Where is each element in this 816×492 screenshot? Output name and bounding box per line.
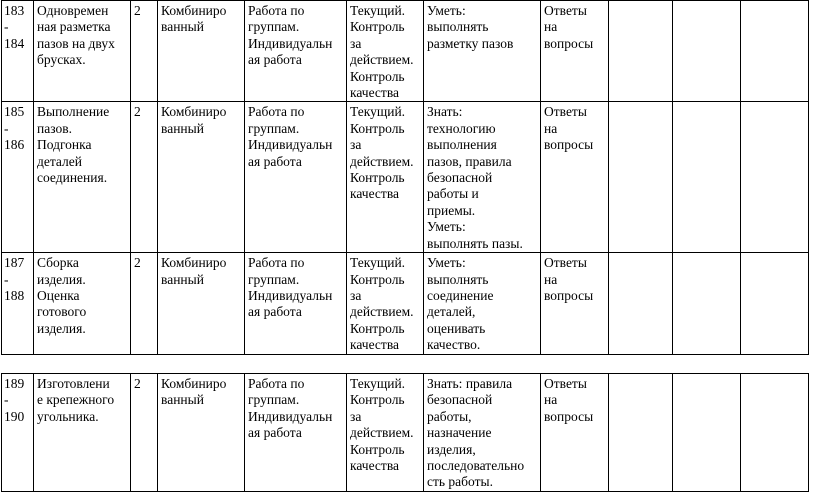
- cell-text-line: Контроль: [350, 170, 405, 186]
- cell-text-line: безопасной: [427, 170, 493, 186]
- table-row: [2, 1, 809, 102]
- cell-text-line: -: [4, 19, 9, 35]
- hours-cell: [131, 253, 158, 354]
- learning-outcomes-cell: [424, 102, 541, 253]
- lesson-plan-table-bottom: [1, 373, 809, 492]
- cell-text-line: пазов, правила: [427, 153, 512, 169]
- cell-text-line: Оценка: [37, 287, 80, 303]
- cell-text-line: Комбиниро: [161, 376, 227, 391]
- empty-cell: [673, 102, 741, 253]
- cell-text-line: разметку пазов: [427, 35, 514, 51]
- cell-text-line: Комбиниро: [161, 255, 227, 271]
- lesson-number-cell: [2, 102, 34, 253]
- empty-cell: [609, 253, 673, 354]
- lesson-type-cell: [158, 102, 245, 253]
- hours-cell: [131, 374, 158, 492]
- cell-text-line: назначение: [427, 425, 492, 441]
- cell-text-line: ая работа: [248, 153, 302, 169]
- cell-text-line: Индивидуальн: [248, 408, 333, 424]
- cell-text-line: выполнять: [427, 271, 489, 287]
- cell-text-line: 2: [134, 376, 141, 391]
- cell-text-line: Ответы: [544, 255, 587, 271]
- cell-text-line: Контроль: [350, 120, 405, 136]
- lesson-plan-table-top: [1, 0, 809, 355]
- cell-text-line: Уметь:: [427, 219, 466, 235]
- cell-text-line: Знать:: [427, 104, 463, 120]
- activity-form-cell: [245, 253, 347, 354]
- cell-text-line: 2: [134, 255, 141, 271]
- cell-text-line: Знать: правила: [427, 376, 513, 391]
- cell-text-line: брусках.: [37, 52, 86, 68]
- cell-text-line: Контроль: [350, 68, 405, 84]
- cell-text-line: группам.: [248, 120, 300, 136]
- cell-text-line: Индивидуальн: [248, 287, 333, 303]
- cell-text-line: действием.: [350, 153, 414, 169]
- cell-text-line: -: [4, 120, 9, 136]
- cell-text-line: на: [544, 271, 558, 287]
- homework-cell: [541, 374, 609, 492]
- cell-text-line: качества: [350, 85, 400, 101]
- learning-outcomes-cell: [424, 374, 541, 492]
- cell-text-line: выполнять: [427, 19, 489, 35]
- lesson-topic-cell: [34, 1, 131, 102]
- cell-text-line: Индивидуальн: [248, 137, 333, 153]
- cell-text-line: оценивать: [427, 320, 486, 336]
- cell-text-line: безопасной: [427, 392, 493, 408]
- homework-cell: [541, 1, 609, 102]
- cell-text-line: Ответы: [544, 104, 587, 120]
- cell-text-line: за: [350, 287, 362, 303]
- homework-cell: [541, 253, 609, 354]
- cell-text-line: Контроль: [350, 271, 405, 287]
- cell-text-line: Подгонка: [37, 137, 92, 153]
- cell-text-line: ая работа: [248, 52, 302, 68]
- cell-text-line: качества: [350, 186, 400, 202]
- cell-text-line: вопросы: [544, 137, 594, 153]
- lesson-number-cell: [2, 1, 34, 102]
- cell-text-line: вопросы: [544, 287, 594, 303]
- cell-text-line: Комбиниро: [161, 3, 227, 18]
- cell-text-line: качества: [350, 337, 400, 353]
- empty-cell: [673, 1, 741, 102]
- hours-cell: [131, 1, 158, 102]
- cell-text-line: -: [4, 271, 9, 287]
- empty-cell: [673, 374, 741, 492]
- cell-text-line: Контроль: [350, 392, 405, 408]
- empty-cell: [609, 1, 673, 102]
- empty-cell: [741, 253, 809, 354]
- cell-text-line: за: [350, 408, 362, 424]
- cell-text-line: 188: [4, 287, 25, 303]
- cell-text-line: выполнять пазы.: [427, 235, 523, 251]
- cell-text-line: Контроль: [350, 441, 405, 457]
- lesson-type-cell: [158, 374, 245, 492]
- lesson-type-cell: [158, 1, 245, 102]
- control-type-cell: [347, 374, 424, 492]
- cell-text-line: 190: [4, 408, 25, 424]
- cell-text-line: Комбиниро: [161, 104, 227, 120]
- cell-text-line: Одновремен: [37, 3, 109, 18]
- cell-text-line: ванный: [161, 392, 204, 408]
- cell-text-line: ая работа: [248, 425, 302, 441]
- cell-text-line: 185: [4, 104, 25, 120]
- cell-text-line: ная разметка: [37, 19, 111, 35]
- cell-text-line: на: [544, 392, 558, 408]
- table-row: [2, 253, 809, 354]
- cell-text-line: 184: [4, 35, 25, 51]
- cell-text-line: 2: [134, 3, 141, 18]
- cell-text-line: качество.: [427, 337, 481, 353]
- cell-text-line: Работа по: [248, 104, 305, 120]
- learning-outcomes-cell: [424, 1, 541, 102]
- cell-text-line: выполнения: [427, 137, 497, 153]
- cell-text-line: действием.: [350, 425, 414, 441]
- cell-text-line: Текущий.: [350, 104, 406, 120]
- cell-text-line: Индивидуальн: [248, 35, 333, 51]
- cell-text-line: Изготовлени: [37, 376, 110, 391]
- empty-cell: [609, 102, 673, 253]
- cell-text-line: 2: [134, 104, 141, 120]
- cell-text-line: действием.: [350, 304, 414, 320]
- cell-text-line: Работа по: [248, 255, 305, 271]
- lesson-topic-cell: [34, 253, 131, 354]
- cell-text-line: -: [4, 392, 9, 408]
- cell-text-line: качества: [350, 458, 400, 474]
- cell-text-line: Сборка: [37, 255, 79, 271]
- lesson-number-cell: [2, 253, 34, 354]
- hours-cell: [131, 102, 158, 253]
- cell-text-line: Текущий.: [350, 376, 406, 391]
- cell-text-line: Текущий.: [350, 3, 406, 18]
- cell-text-line: за: [350, 35, 362, 51]
- cell-text-line: работы,: [427, 408, 472, 424]
- cell-text-line: Работа по: [248, 3, 305, 18]
- cell-text-line: соединения.: [37, 170, 108, 186]
- cell-text-line: Выполнение: [37, 104, 110, 120]
- cell-text-line: изделия,: [427, 441, 476, 457]
- cell-text-line: на: [544, 120, 558, 136]
- cell-text-line: 187: [4, 255, 25, 271]
- cell-text-line: на: [544, 19, 558, 35]
- cell-text-line: ванный: [161, 271, 204, 287]
- cell-text-line: готового: [37, 304, 87, 320]
- cell-text-line: е крепежного: [37, 392, 115, 408]
- empty-cell: [741, 1, 809, 102]
- empty-cell: [741, 374, 809, 492]
- cell-text-line: пазов на двух: [37, 35, 115, 51]
- cell-text-line: действием.: [350, 52, 414, 68]
- activity-form-cell: [245, 374, 347, 492]
- cell-text-line: ванный: [161, 19, 204, 35]
- cell-text-line: 189: [4, 376, 25, 391]
- lesson-topic-cell: [34, 102, 131, 253]
- lesson-topic-cell: [34, 374, 131, 492]
- cell-text-line: Уметь:: [427, 255, 466, 271]
- cell-text-line: изделия.: [37, 320, 86, 336]
- cell-text-line: технологию: [427, 120, 496, 136]
- cell-text-line: вопросы: [544, 35, 594, 51]
- cell-text-line: соединение: [427, 287, 494, 303]
- table-row: [2, 374, 809, 492]
- cell-text-line: Работа по: [248, 376, 305, 391]
- empty-cell: [609, 374, 673, 492]
- homework-cell: [541, 102, 609, 253]
- cell-text-line: Ответы: [544, 3, 587, 18]
- cell-text-line: Текущий.: [350, 255, 406, 271]
- cell-text-line: пазов.: [37, 120, 72, 136]
- lesson-number-cell: [2, 374, 34, 492]
- cell-text-line: группам.: [248, 271, 300, 287]
- control-type-cell: [347, 102, 424, 253]
- cell-text-line: Контроль: [350, 320, 405, 336]
- cell-text-line: изделия.: [37, 271, 86, 287]
- cell-text-line: ванный: [161, 120, 204, 136]
- table-row: [2, 102, 809, 253]
- activity-form-cell: [245, 102, 347, 253]
- cell-text-line: 186: [4, 137, 25, 153]
- cell-text-line: деталей: [37, 153, 82, 169]
- cell-text-line: Ответы: [544, 376, 587, 391]
- cell-text-line: группам.: [248, 19, 300, 35]
- cell-text-line: ая работа: [248, 304, 302, 320]
- lesson-type-cell: [158, 253, 245, 354]
- empty-cell: [673, 253, 741, 354]
- cell-text-line: работы и: [427, 186, 479, 202]
- control-type-cell: [347, 253, 424, 354]
- cell-text-line: вопросы: [544, 408, 594, 424]
- cell-text-line: группам.: [248, 392, 300, 408]
- cell-text-line: Уметь:: [427, 3, 466, 18]
- cell-text-line: Контроль: [350, 19, 405, 35]
- cell-text-line: 183: [4, 3, 25, 18]
- cell-text-line: за: [350, 137, 362, 153]
- learning-outcomes-cell: [424, 253, 541, 354]
- activity-form-cell: [245, 1, 347, 102]
- cell-text-line: последовательно: [427, 458, 525, 474]
- empty-cell: [741, 102, 809, 253]
- cell-text-line: сть работы.: [427, 474, 493, 490]
- cell-text-line: приемы.: [427, 202, 476, 218]
- cell-text-line: деталей,: [427, 304, 476, 320]
- control-type-cell: [347, 1, 424, 102]
- cell-text-line: угольника.: [37, 408, 99, 424]
